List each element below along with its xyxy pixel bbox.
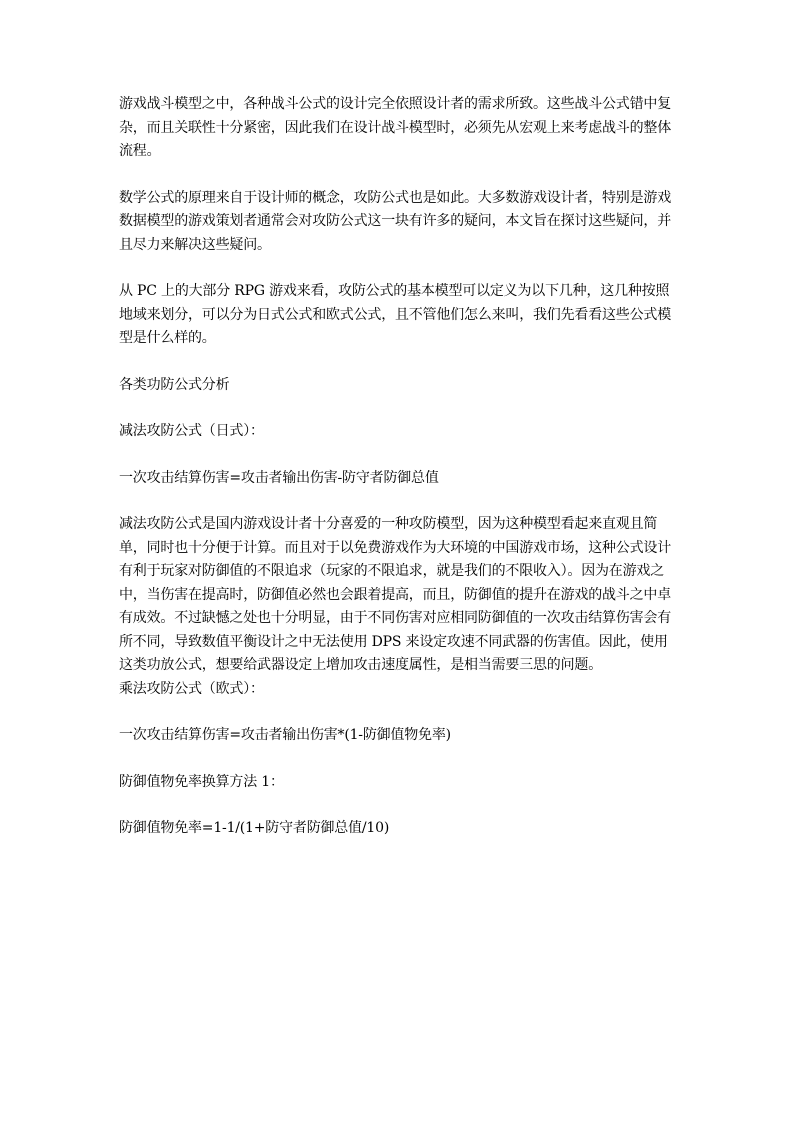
text-line: 减法攻防公式（日式）： [119,423,264,439]
formula-multiplication [119,724,677,748]
text-line: 这类功放公式，想要给武器设定上增加攻击速度属性，是相当需要三思的问题。 [119,657,602,673]
text-line: 所不同，导致数值平衡设计之中无法使用 DPS 来设定攻速不同武器的伤害值。因此，使用 [119,633,668,650]
text-line: 游戏战斗模型之中，各种战斗公式的设计完全依照设计者的需求所致。这些战斗公式错中复 [119,96,671,112]
text-line: 各类功防公式分析 [119,376,230,393]
text-line: 地域来划分，可以分为日式公式和欧式公式，且不管他们怎么来叫，我们先看看这些公式模 [119,306,671,323]
text-line: 防御值物免率=1-1/(1+防守者防御总值/10) [119,820,390,836]
text-line: 型是什么样的。 [119,330,216,346]
section-heading-analysis [119,374,677,398]
subheading-conversion-method [119,771,677,795]
text-line: 一次攻击结算伤害=攻击者输出伤害*(1-防御值物免率) [119,727,451,743]
text-line: 减法攻防公式是国内游戏设计者十分喜爱的一种攻防模型，因为这种模型看起来直观且简 [119,516,658,532]
subheading-multiplication-formula [119,678,677,702]
formula-conversion [119,817,677,841]
document-body [119,93,677,864]
text-line: 数据模型的游戏策划者通常会对攻防公式这一块有许多的疑问，本文旨在探讨这些疑问，并 [119,213,671,229]
text-line: 单，同时也十分便于计算。而且对于以免费游戏作为大环境的中国游戏市场，这种公式设计 [119,539,671,556]
text-line: 防御值物免率换算方法 1： [119,773,284,790]
paragraph-subtraction-discussion [119,513,677,678]
formula-subtraction [119,467,677,491]
text-line: 一次攻击结算伤害=攻击者输出伤害-防守者防御总值 [119,469,439,486]
text-line: 数学公式的原理来自于设计师的概念，攻防公式也是如此。大多数游戏设计者，特别是游戏 [119,189,671,206]
text-line: 中，当伤害在提高时，防御值必然也会跟着提高，而且，防御值的提升在游戏的战斗之中卓 [119,586,671,603]
text-line: 有利于玩家对防御值的不限追求（玩家的不限追求，就是我们的不限收入）。因为在游戏之 [119,563,664,579]
text-line: 乘法攻防公式（欧式）： [119,680,264,697]
paragraph-formula-principle [119,187,677,258]
text-line: 有成效。不过缺憾之处也十分明显，由于不同伤害对应相同防御值的一次攻击结算伤害会有 [119,610,671,626]
text-line: 且尽力来解决这些疑问。 [119,236,271,253]
subheading-subtraction-formula [119,420,677,444]
paragraph-rpg-models [119,280,677,351]
text-line: 从 PC 上的大部分 RPG 游戏来看，攻防公式的基本模型可以定义为以下几种，这几种按照 [119,283,670,299]
paragraph-intro [119,93,677,164]
text-line: 杂，而且关联性十分紧密，因此我们在设计战斗模型时，必须先从宏观上来考虑战斗的整体 [119,119,671,136]
text-line: 流程。 [119,143,161,159]
